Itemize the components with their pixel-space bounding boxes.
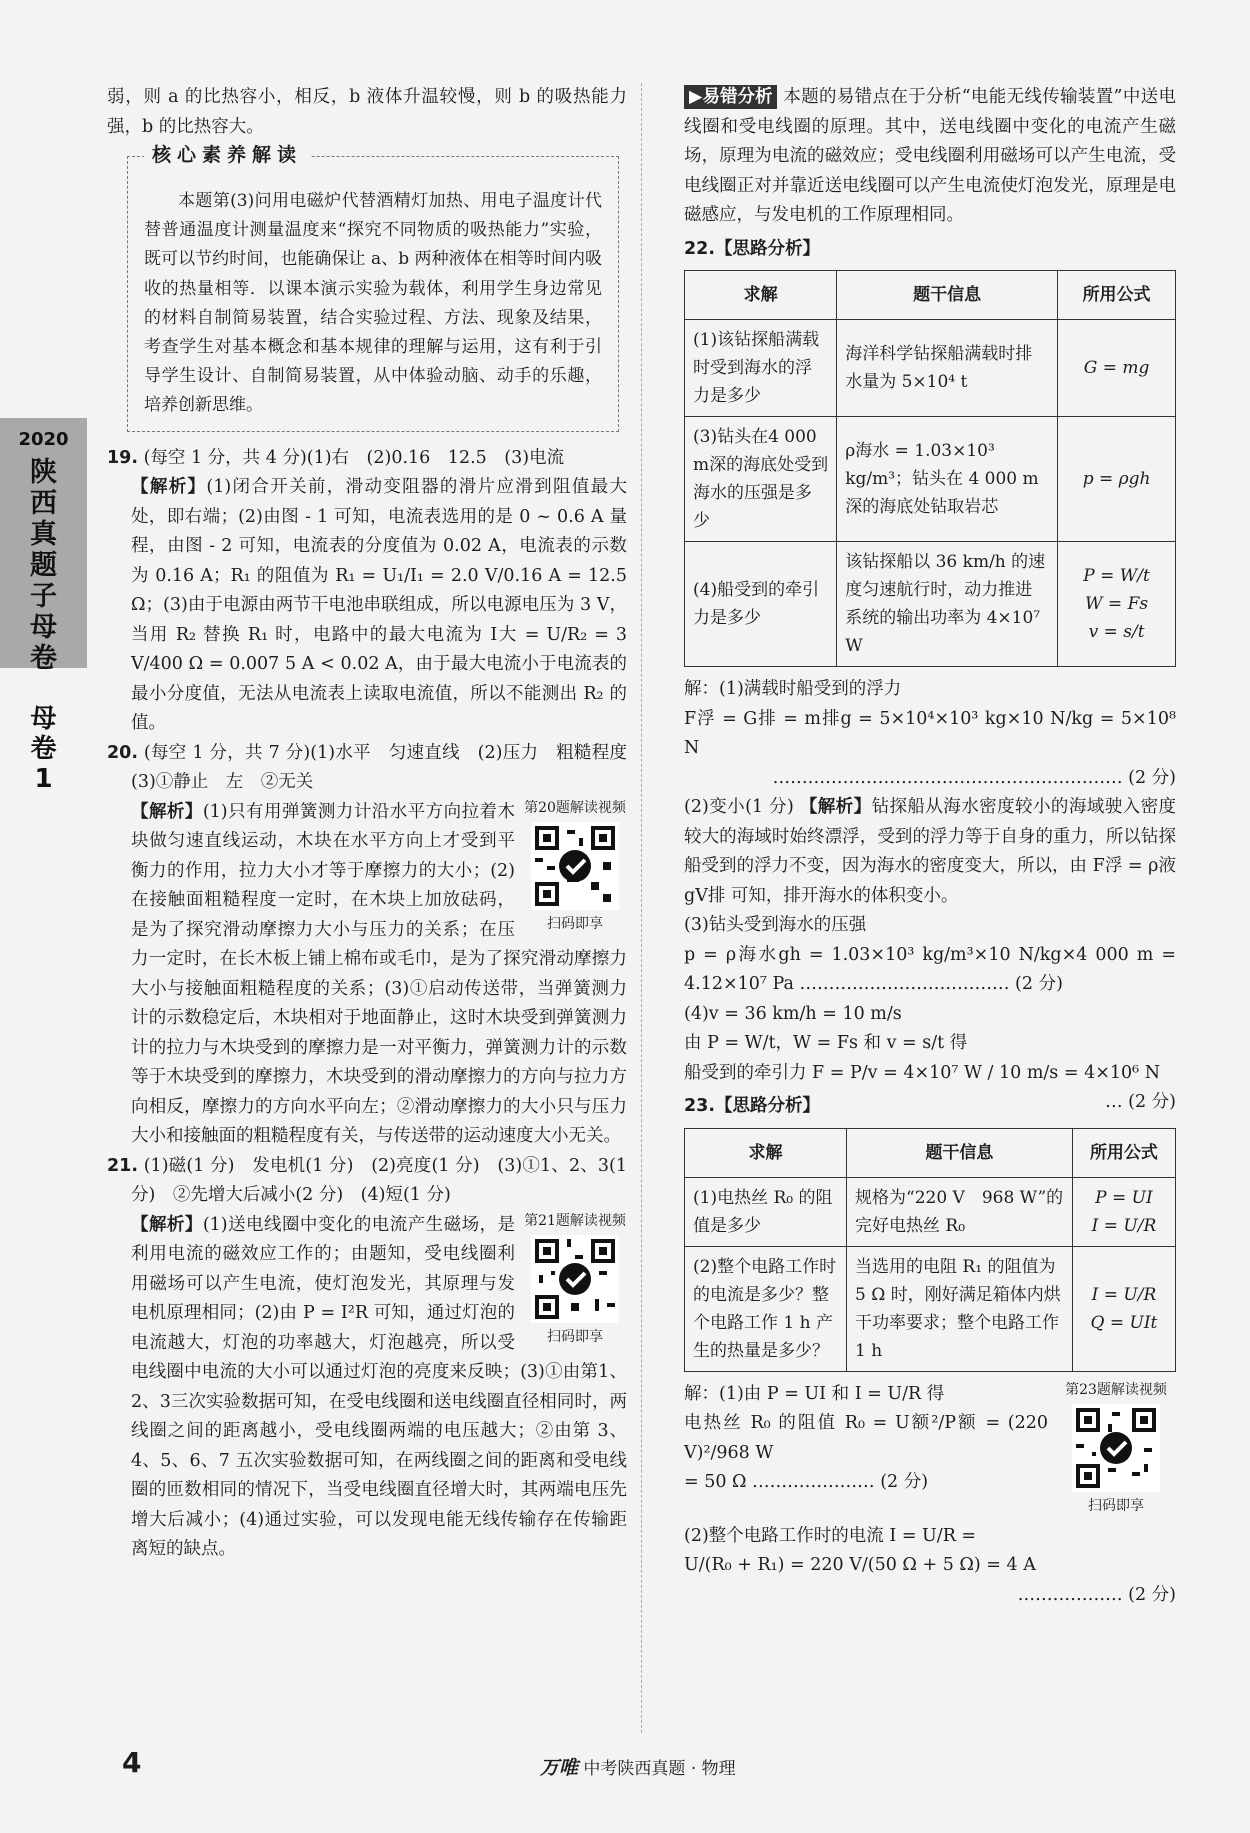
- q23-qr-caption: 扫码即享: [1088, 1497, 1144, 1514]
- q21-qr-block[interactable]: [523, 1211, 627, 1347]
- q21-number: 21.: [107, 1155, 139, 1176]
- core-literacy-box: [127, 144, 619, 432]
- q22-solution-1-score: …………………………………………………… (2 分): [772, 767, 1176, 788]
- q20-analysis: 第20题解读视频 扫码即享 【解析】(1)只有用弹簧测力计沿水平方向拉着木块做匀速直线运动，木块在水平方向上才受到平衡力的作用，拉力大小才等于摩擦力的大小；(2)在接触面粗糙程度一定时，在木块上加放砝码，是为了探究滑动摩擦力大小与压力的关系；在压力一定时，在长木板上铺上棉布或毛巾，是为了探究滑动摩擦力大小与接触面粗糙程度的关系；(3)①启动传送带，当弹簧测力计的示数稳定后，木块相对于地面静止，这时木块受到弹簧测力计的拉力与木块受到的摩擦力是一对平衡力，弹簧测力计的示数等于木块受到的摩擦力，木块受到的滑动摩擦力的方向与拉力方向相反，摩擦力的方向水平向左；②滑动摩擦力的大小只与压力大小和接触面的粗糙程度有关，与传送带的运动速度大小无关。: [131, 799, 627, 1147]
- q21-qr-title: 第21题解读视频: [524, 1212, 626, 1229]
- q23-heading: 23.【思路分析】: [684, 1096, 821, 1116]
- q22-solution-4a: (4)v = 36 km/h = 10 m/s: [684, 1003, 902, 1024]
- table-row: (4)船受到的牵引力是多少 该钻探船以 36 km/h 的速度匀速航行时，动力推进系统的输出功率为 4×10⁷ W P = W/t W = Fs v = s/t: [685, 542, 1176, 667]
- side-tab-year: 2020: [18, 429, 69, 450]
- table-header-row: 求解 题干信息 所用公式: [685, 1128, 1176, 1177]
- q22-solution-4c: 船受到的牵引力 F = P/v = 4×10⁷ W / 10 m/s = 4×10⁶ N … (2 分): [684, 1062, 1176, 1112]
- intro-paragraph: 弱，则 a 的比热容小，相反，b 液体升温较慢，则 b 的吸热能力强，b 的比热容大。: [107, 87, 627, 137]
- q19-number: 19.: [107, 447, 139, 468]
- q22-solution-3b: p = ρ海水gh = 1.03×10³ kg/m³×10 N/kg×4 000 m = 4.12×10⁷ Pa ……………………………… (2 分): [684, 944, 1176, 994]
- side-tab-sub: [0, 668, 87, 794]
- q20-qr-title: 第20题解读视频: [524, 799, 626, 816]
- page-number: 4: [122, 1746, 142, 1779]
- q22-heading: 22.【思路分析】: [684, 238, 821, 259]
- q23-number: 23.: [684, 1096, 716, 1116]
- q21-answer: 21. (1)磁(1 分) 发电机(1 分) (2)亮度(1 分) (3)①1、2、3(1 分) ②先增大后减小(2 分) (4)短(1 分): [107, 1155, 627, 1206]
- table-header-row: 求解 题干信息 所用公式: [685, 271, 1176, 320]
- side-tab-sub-label: 母卷1: [30, 704, 57, 794]
- core-literacy-text: 本题第(3)问用电磁炉代替酒精灯加热、用电子温度计代替普通温度计测量温度来“探究不同物质的吸热能力”实验，既可以节约时间，也能确保让 a、b 两种液体在相等时间内吸收的热量相等．以课本演示实验为载体，利用学生身边常见的材料自制简易装置，结合实验过程、方法、现象及结果，考查学生对基本概念和基本规律的理解与运用，这有利于引导学生设计、自制简易装置，从中体验动脑、动手的乐趣，培养创新思维。: [144, 191, 602, 416]
- side-tab-title: 陕西真题子母卷: [30, 456, 57, 674]
- column-divider: [641, 83, 642, 1733]
- q22-number: 22.: [684, 238, 716, 259]
- q23-solution-1a: 解：(1)由 P = UI 和 I = U/R 得: [684, 1383, 945, 1404]
- table-row: (1)电热丝 R₀ 的阻值是多少 规格为“220 V 968 W”的完好电热丝 R₀ P = UI I = U/R: [685, 1177, 1176, 1246]
- q19-analysis: 【解析】(1)闭合开关前，滑动变阻器的滑片应滑到阻值最大处，即右端；(2)由图 - 1 可知，电流表选用的是 0 ~ 0.6 A 量程，由图 - 2 可知，电流表的分度值为 0.02 A，电流表的示数为 0.16 A；R₁ 的阻值为 R₁ = U₁/I₁ = 2.0 V/0.16 A = 12.5 Ω；(3)由于电源由两节干电池串联组成，所以电源电压为 3 V，当用 R₂ 替换 R₁ 时，电路中的最大电流为 I大 = U/R₂ = 3 V/400 Ω = 0.007 5 A < 0.02 A，由于最大电流小于电流表的最小分度值，无法从电流表上读取电流值，所以不能测出 R₂ 的值。: [131, 477, 628, 734]
- q22-solution-1b: F浮 = G排 = m排g = 5×10⁴×10³ kg×10 N/kg = 5×10⁸ N: [684, 708, 1176, 758]
- q23-solution-1c: = 50 Ω ………………… (2 分): [684, 1472, 929, 1492]
- qr-code-icon[interactable]: [531, 1235, 619, 1323]
- q23-qr-title: 第23题解读视频: [1065, 1381, 1167, 1398]
- q23-thinking-table: [684, 1128, 1176, 1372]
- core-literacy-title: 核心素养解读: [144, 141, 310, 171]
- qr-code-icon[interactable]: [531, 822, 619, 910]
- table-row: (2)整个电路工作时的电流是多少？整个电路工作 1 h 产生的热量是多少？ 当选用的电阻 R₁ 的阻值为 5 Ω 时，刚好满足箱体内烘干功率要求；整个电路工作 1 h I = U/R Q = UIt: [685, 1246, 1176, 1371]
- error-analysis: ▶易错分析 本题的易错点在于分析“电能无线传输装置”中送电线圈和受电线圈的原理。其中，送电线圈中变化的电流产生磁场，原理为电流的磁效应；受电线圈利用磁场可以产生电流，受电线圈正对并靠近送电线圈可以产生电流使灯泡发光，原理是电磁感应，与发电机的工作原理相同。: [684, 87, 1176, 225]
- q20-qr-caption: 扫码即享: [547, 915, 603, 932]
- table-row: (3)钻头在4 000 m深的海底处受到海水的压强是多少 ρ海水 = 1.03×10³ kg/m³；钻头在 4 000 m 深的海底处钻取岩芯 p = ρgh: [685, 417, 1176, 542]
- q20-answer: 20. (每空 1 分，共 7 分)(1)水平 匀速直线 (2)压力 粗糙程度 (3)①静止 左 ②无关: [107, 742, 645, 793]
- q22-solution-3a: (3)钻头受到海水的压强: [684, 915, 867, 935]
- q20-number: 20.: [107, 742, 139, 763]
- q21-qr-caption: 扫码即享: [547, 1328, 603, 1345]
- error-analysis-label: ▶易错分析: [684, 85, 777, 109]
- left-column: [107, 83, 645, 1565]
- brand-logo: 万唯: [540, 1757, 579, 1779]
- q23-solution-1b: 电热丝 R₀ 的阻值 R₀ = U额²/P额 = (220 V)²/968 W: [684, 1413, 1048, 1463]
- qr-code-icon[interactable]: [1072, 1404, 1160, 1492]
- q23-solution-2a: (2)整个电路工作时的电流 I = U/R =: [684, 1525, 977, 1546]
- q22-solution-1a: 解：(1)满载时船受到的浮力: [684, 679, 902, 699]
- q22-solution-4b: 由 P = W/t，W = Fs 和 v = s/t 得: [684, 1033, 968, 1053]
- q22-solution-2: (2)变小(1 分) 【解析】钻探船从海水密度较小的海域驶入密度较大的海域时始终漂浮，受到的浮力等于自身的重力，所以钻探船受到的浮力不变，因为海水的密度变大，所以，由 F浮 = ρ液gV排 可知，排开海水的体积变小。: [684, 797, 1177, 906]
- q22-thinking-table: [684, 270, 1176, 667]
- q20-qr-block[interactable]: [523, 798, 627, 934]
- side-tab: [0, 418, 87, 674]
- q23-solution-2b: U/(R₀ + R₁) = 220 V/(50 Ω + 5 Ω) = 4 A ……………… (2 分): [684, 1555, 1176, 1605]
- right-column: [684, 83, 1176, 1610]
- q23-qr-block[interactable]: [1056, 1380, 1176, 1516]
- q21-analysis: 第21题解读视频 扫码即享 【解析】(1)送电线圈中变化的电流产生磁场，是利用电流的磁效应工作的；由题知，受电线圈利用磁场可以产生电流，使灯泡发光，其原理与发电机原理相同；(2)由 P = I²R 可知，通过灯泡的电流越大，灯泡的功率越大，灯泡越亮，所以受电线圈中电流的大小可以通过灯泡的亮度来反映；(3)①由第1、2、3三次实验数据可知，在受电线圈和送电线圈直径相同时，两线圈之间的距离越小，受电线圈两端的电压越大；②由第 3、4、5、6、7 五次实验数据可知，在两线圈之间的距离和受电线圈的匝数相同的情况下，当受电线圈直径增大时，其两端电压先增大后减小；(4)通过实验，可以发现电能无线传输存在传输距离短的缺点。: [131, 1212, 627, 1560]
- table-row: (1)该钻探船满载时受到海水的浮力是多少 海洋科学钻探船满载时排水量为 5×10⁴ t G = mg: [685, 320, 1176, 417]
- brand-text: 中考陕西真题 · 物理: [583, 1759, 736, 1779]
- footer-brand: [540, 1754, 736, 1785]
- q19-answer: 19. (每空 1 分，共 4 分)(1)右 (2)0.16 12.5 (3)电流: [107, 447, 565, 468]
